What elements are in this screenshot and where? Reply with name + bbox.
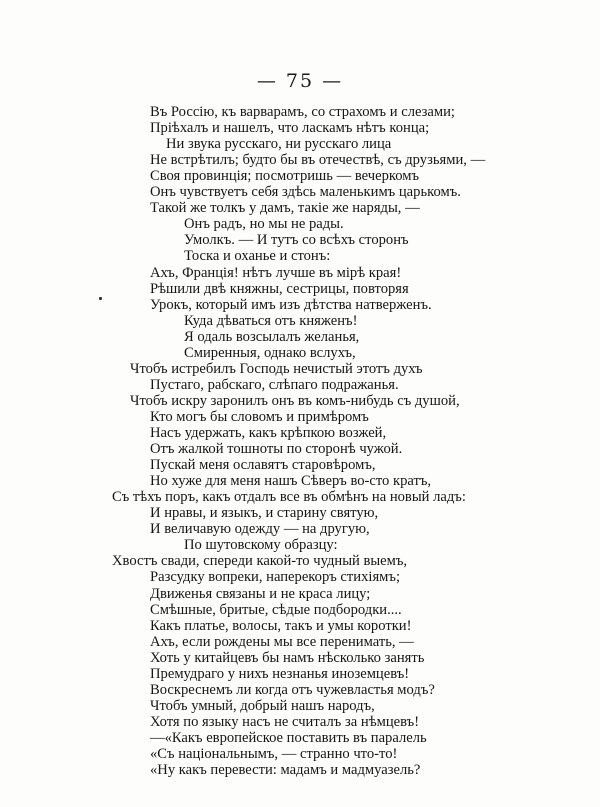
poem-line: Съ тѣхъ поръ, какъ отдалъ все въ обмѣнъ на новый ладъ: <box>112 489 466 506</box>
poem-line: Умолкъ. — И тутъ со всѣхъ сторонъ <box>184 232 409 249</box>
poem-line: Своя провинція; посмотришь — вечеркомъ <box>150 168 420 185</box>
poem-line: —«Какъ европейское поставить въ паралель <box>150 729 427 746</box>
poem-line: Кто могъ бы словомъ и примѣромъ <box>150 408 369 425</box>
poem-line: «Ну какъ перевести: мадамъ и мадмуазель? <box>150 762 421 779</box>
poem-line: Урокъ, который имъ изъ дѣтства натверженъ. <box>150 296 432 313</box>
poem-line: Ни звука русскаго, ни русскаго лица <box>166 136 392 153</box>
poem-line: Смѣшные, бритые, сѣдые подбородки.... <box>150 601 402 618</box>
poem-line: Смиренныя, однако вслухъ, <box>184 344 356 361</box>
poem-line: Хотя по языку насъ не считалъ за нѣмцевъ! <box>150 713 420 730</box>
poem-line: Я одаль возсылалъ желанья, <box>184 328 360 345</box>
poem-line: Онъ чувствуетъ себя здѣсь маленькимъ царькомъ. <box>150 184 461 201</box>
poem-line: Движенья связаны и не краса лицу; <box>150 585 371 602</box>
poem-line: Какъ платье, волосы, такъ и умы коротки! <box>150 617 412 634</box>
poem-line: Тоска и оханье и стонъ: <box>184 248 331 265</box>
poem-line: Отъ жалкой тошноты по сторонѣ чужой. <box>150 441 403 458</box>
poem-line: И величавую одежду — на другую, <box>150 521 370 538</box>
poem-line: Воскреснемъ ли когда отъ чужевластья модъ? <box>150 681 435 698</box>
poem-line: Не встрѣтилъ; будто бы въ отечествѣ, съ друзьями, — <box>150 152 486 169</box>
poem-line: Хоть у китайцевъ бы намъ нѣсколько занять <box>150 649 425 666</box>
margin-speck <box>99 297 102 300</box>
poem-line: «Съ національнымъ, — странно что-то! <box>150 746 398 762</box>
poem-line: Насъ удержать, какъ крѣпкою возжей, <box>150 425 387 441</box>
poem-line: Онъ радъ, но мы не рады. <box>184 216 344 233</box>
poem-line: Пустаго, рабскаго, слѣпаго подражанья. <box>150 376 399 393</box>
poem-line: Въ Россію, къ варварамъ, со страхомъ и слезами; <box>150 104 455 120</box>
poem-line: Хвостъ свади, спереди какой-то чудный выемъ, <box>112 553 408 570</box>
poem-line: Чтобъ умный, добрый нашъ народъ, <box>150 697 375 714</box>
poem-line: Ахъ, если рождены мы все перенимать, — <box>150 633 414 650</box>
poem-line: Рѣшили двѣ княжны, сестрицы, повторяя <box>150 280 409 297</box>
poem-line: Пускай меня ославятъ старовѣромъ, <box>150 457 376 474</box>
poem-line: И нравы, и языкъ, и старину святую, <box>150 505 379 522</box>
page-number: — 75 — <box>256 70 344 92</box>
poem-line: Такой же толкъ у дамъ, такіе же наряды, — <box>150 200 420 217</box>
poem-line: Пріѣхалъ и нашелъ, что ласкамъ нѣтъ конца; <box>150 120 430 137</box>
poem-line: Но хуже для меня нашъ Сѣверъ во-сто кратъ, <box>150 473 432 490</box>
poem-line: Куда дѣваться отъ княженъ! <box>184 312 358 329</box>
poem-line: Премудраго у нихъ незнанья иноземцевъ! <box>150 665 410 682</box>
poem-line: Чтобъ искру заронилъ онъ въ комъ-нибудь съ душой, <box>130 392 460 409</box>
poem-line: Чтобъ истребилъ Господь нечистый этотъ духъ <box>130 360 423 377</box>
poem-line: Ахъ, Франція! нѣтъ лучше въ мірѣ края! <box>150 264 402 281</box>
poem-line: По шутовскому образцу: <box>184 537 338 554</box>
poem-line: Разсудку вопреки, наперекоръ стихіямъ; <box>150 569 401 586</box>
